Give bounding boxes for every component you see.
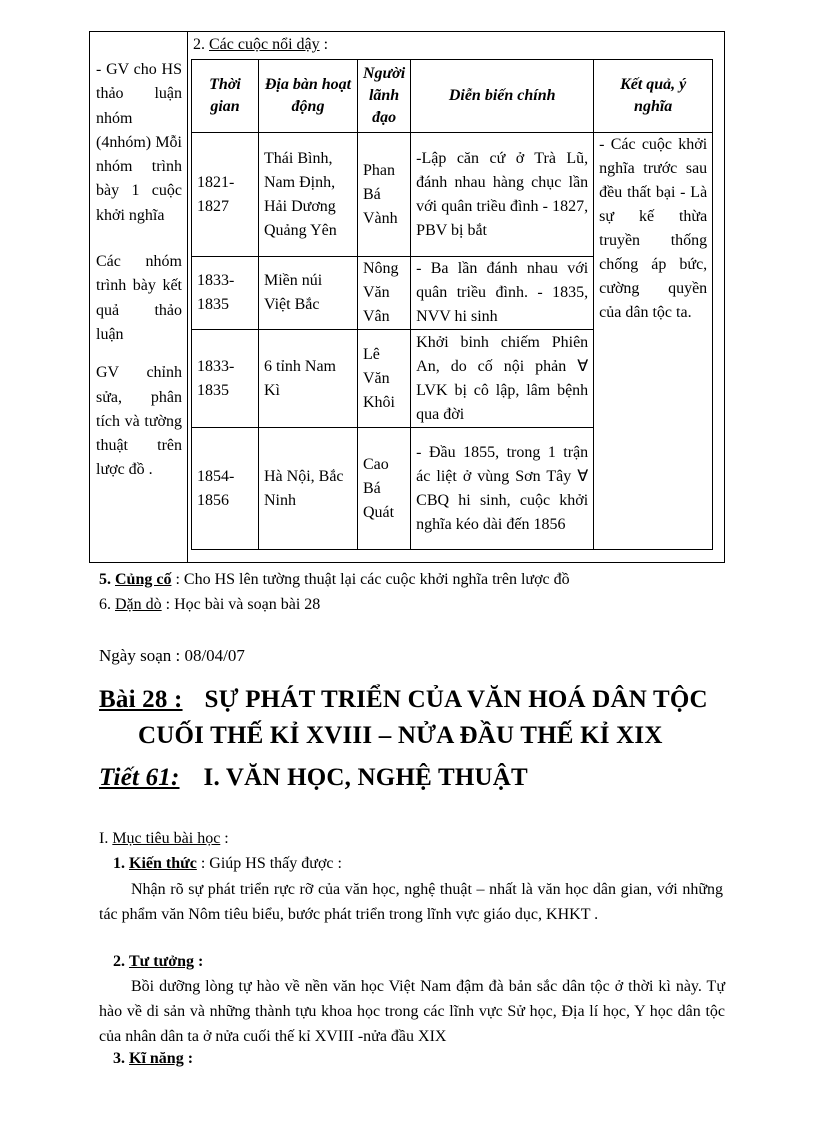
thought-heading: 2. Tư tưởng : (113, 953, 204, 970)
cell-result: - Các cuộc khởi nghĩa trước sau đều thất bại - Là sự kế thừa truyền thống chống áp bức, cường quyền của dân tộc ta. (594, 133, 713, 550)
knowledge-text: Nhận rõ sự phát triển rực rỡ của văn học, nghệ thuật – nhất là văn học dân gian, với những tác phẩm văn Nôm tiêu biểu, bước phát triển trong lĩnh vực giáo dục, KHKT . (99, 881, 723, 923)
cell-place: Miền núi Việt Bắc (259, 257, 358, 330)
cell-events: -Lập căn cứ ở Trà Lũ, đánh nhau hàng chục lần với quân triều đình - 1827, PBV bị bắt (411, 133, 594, 257)
consolidate-line: 5. Củng cố : Cho HS lên tường thuật lại các cuộc khởi nghĩa trên lược đồ (99, 571, 570, 588)
cell-leader: Phan Bá Vành (358, 133, 411, 257)
column-divider (187, 32, 188, 562)
thought-text: Bồi dưỡng lòng tự hào về nền văn học Việt Nam đậm đà bản sắc dân tộc ở thời kì này. Tự hào về di sản và những thành tựu khoa học trong các lĩnh vực Sử học, Địa lí học, Y học dân tộc của nhân dân ta ở nửa cuối thế kỉ XVIII -nửa đầu XIX (99, 978, 725, 1045)
period-label: Tiết 61: (99, 764, 180, 791)
cell-leader: Lê Văn Khôi (358, 330, 411, 428)
uprisings-table (191, 59, 713, 550)
knowledge-heading: 1. Kiến thức : Giúp HS thấy được : (113, 855, 342, 872)
period-title: Tiết 61: I. VĂN HỌC, NGHỆ THUẬT (99, 764, 528, 791)
consolidate-label: Củng cố (115, 571, 172, 588)
cell-events: - Đầu 1855, trong 1 trận ác liệt ở vùng Sơn Tây ∀ CBQ hi sinh, cuộc khởi nghĩa kéo dài đến 1856 (411, 428, 594, 550)
cell-place: 6 tỉnh Nam Kì (259, 330, 358, 428)
header-result: Kết quả, ý nghĩa (594, 60, 713, 133)
cell-leader: Cao Bá Quát (358, 428, 411, 550)
cell-leader: Nông Văn Vân (358, 257, 411, 330)
cell-events: - Ba lần đánh nhau với quân triều đình. - 1835, NVV hi sinh (411, 257, 594, 330)
activity-teacher-review: GV chỉnh sửa, phân tích và tường thuật trên lược đồ . (96, 364, 182, 479)
homework-label: Dặn dò (115, 596, 162, 613)
prep-date: Ngày soạn : 08/04/07 (99, 646, 245, 665)
section-heading-uprisings: 2. Các cuộc nổi dậy : (193, 36, 329, 53)
teacher-activity-column (96, 58, 182, 505)
cell-place: Hà Nội, Bắc Ninh (259, 428, 358, 550)
lesson-title-line2: CUỐI THẾ KỈ XVIII – NỬA ĐẦU THẾ KỈ XIX (138, 722, 663, 749)
objectives-heading: I. Mục tiêu bài học : (99, 830, 229, 847)
cell-events: Khởi binh chiếm Phiên An, do cố nội phản ∀ LVK bị cô lập, lâm bệnh qua đời (411, 330, 594, 428)
activity-present-results: Các nhóm trình bày kết quả thảo luận (96, 253, 182, 343)
table-row (192, 133, 713, 257)
lesson-label: Bài 28 : (99, 686, 183, 713)
header-place: Địa bàn hoạt động (259, 60, 358, 133)
header-leader: Người lãnh đạo (358, 60, 411, 133)
cell-time: 1833-1835 (192, 330, 259, 428)
skills-heading: 3. Kĩ năng : (113, 1050, 194, 1067)
cell-time: 1821-1827 (192, 133, 259, 257)
cell-time: 1833-1835 (192, 257, 259, 330)
cell-time: 1854-1856 (192, 428, 259, 550)
section-title: Các cuộc nổi dậy (209, 36, 320, 53)
cell-place: Thái Bình, Nam Định, Hải Dương Quảng Yên (259, 133, 358, 257)
header-time: Thời gian (192, 60, 259, 133)
homework-line: 6. Dặn dò : Học bài và soạn bài 28 (99, 596, 321, 613)
activity-group-discussion: - GV cho HS thảo luận nhóm (4nhóm) Mỗi nhóm trình bày 1 cuộc khởi nghĩa (96, 61, 182, 224)
header-events: Diễn biến chính (411, 60, 594, 133)
table-header-row (192, 60, 713, 133)
lesson-title-line1: Bài 28 : SỰ PHÁT TRIỂN CỦA VĂN HOÁ DÂN TỘC (99, 686, 708, 713)
